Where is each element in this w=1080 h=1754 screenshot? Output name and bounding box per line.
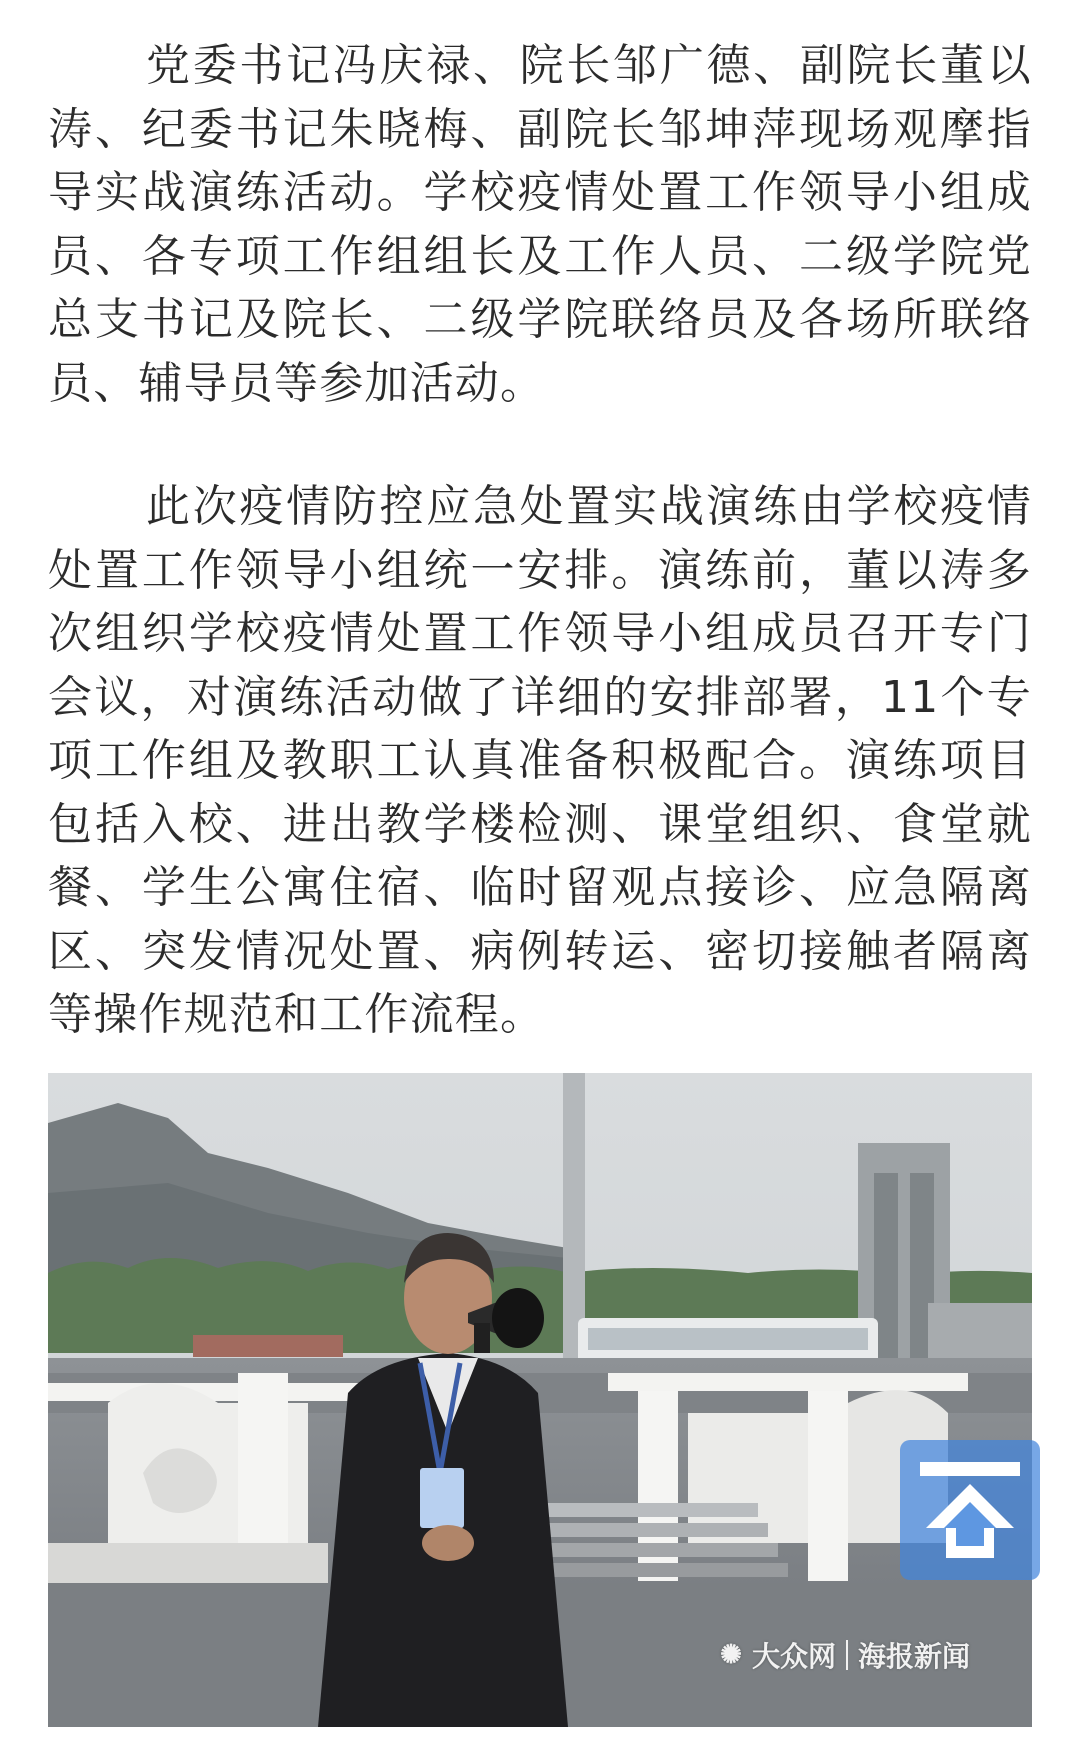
article-photo — [48, 1073, 1032, 1727]
photo-illustration — [48, 1073, 1032, 1727]
watermark-brand-right: 海报新闻 — [857, 1640, 970, 1673]
back-to-top-button[interactable] — [900, 1440, 1040, 1580]
back-to-top-icon — [900, 1440, 1040, 1580]
article-body — [48, 34, 1032, 1047]
dazhong-logo-icon: ✺ — [720, 1640, 742, 1670]
paragraph-1: 党委书记冯庆禄、院长邹广德、副院长董以涛、纪委书记朱晓梅、副院长邹坤萍现场观摩指导实战演练活动。学校疫情处置工作领导小组成员、各专项工作组组长及工作人员、二级学院党总支书记及院长、二级学院联络员及各场所联络员、辅导员等参加活动。 — [48, 40, 1032, 409]
paragraph-2: 此次疫情防控应急处置实战演练由学校疫情处置工作领导小组统一安排。演练前，董以涛多次组织学校疫情处置工作领导小组成员召开专门会议，对演练活动做了详细的安排部署，11个专项工作组及教职工认真准备积极配合。演练项目包括入校、进出教学楼检测、课堂组织、食堂就餐、学生公寓住宿、临时留观点接诊、应急隔离区、突发情况处置、病例转运、密切接触者隔离等操作规范和工作流程。 — [48, 481, 1032, 1040]
photo-watermark — [720, 1635, 970, 1675]
watermark-brand-left: 大众网 — [751, 1640, 836, 1673]
watermark-divider — [846, 1640, 848, 1670]
